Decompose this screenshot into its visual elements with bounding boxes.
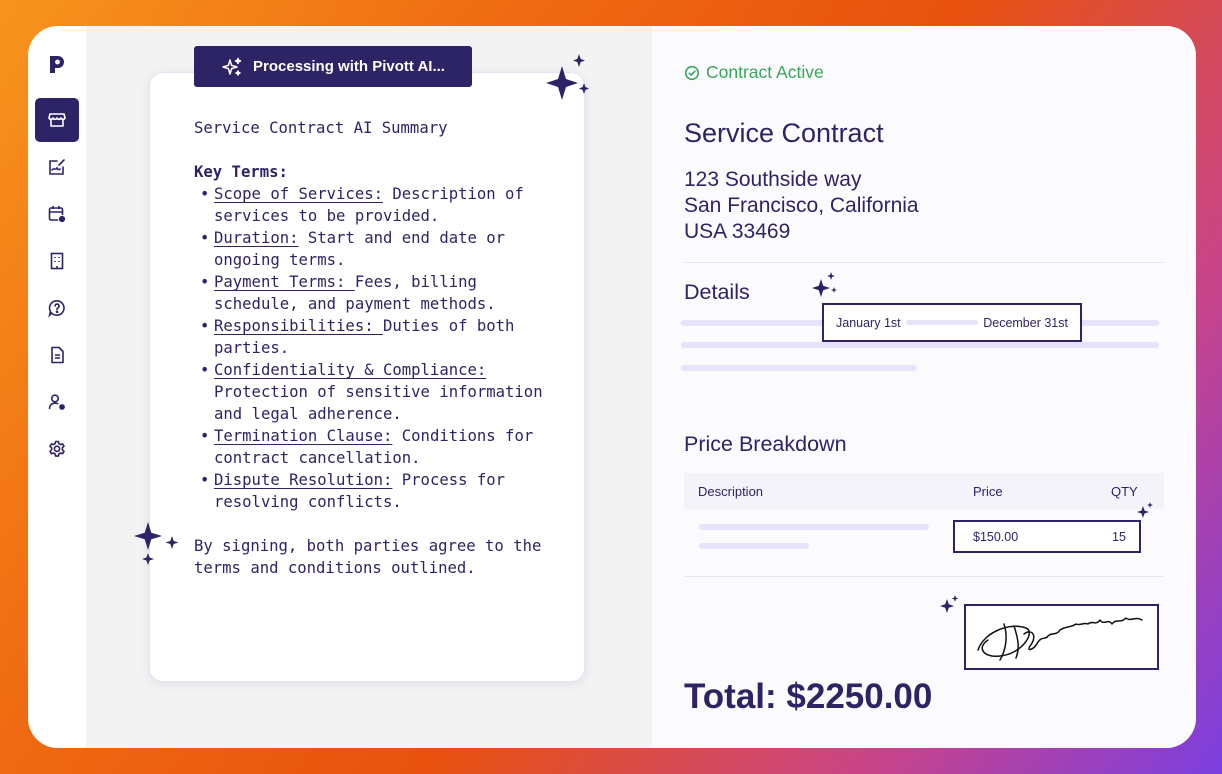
term-label[interactable]: Scope of Services: [214, 185, 383, 203]
list-item [194, 469, 564, 513]
start-date: January 1st [836, 315, 901, 330]
list-item [194, 183, 564, 227]
sparkle-decoration-icon [939, 594, 961, 616]
app-window [28, 26, 1196, 748]
help-chat-icon [47, 298, 67, 318]
term-text: Start and end date or ongoing terms. [214, 229, 506, 269]
term-label[interactable]: Payment Terms: [214, 273, 355, 291]
contract-title: Service Contract [684, 118, 884, 148]
building-icon [47, 251, 67, 271]
calendar-clock-icon [47, 204, 67, 224]
signature-image [966, 606, 1157, 668]
sparkle-decoration-icon [134, 520, 184, 570]
gear-icon [47, 439, 67, 459]
ai-summary-panel [86, 26, 652, 748]
price-row-field[interactable] [953, 520, 1141, 553]
sparkle-decoration-icon [812, 271, 840, 299]
contract-address [684, 167, 919, 245]
document-icon [47, 345, 67, 365]
end-date: December 31st [983, 315, 1068, 330]
address-line: 123 Southside way [684, 168, 862, 191]
check-circle-icon [684, 65, 700, 81]
column-description: Description [698, 484, 764, 499]
list-item [194, 359, 564, 425]
sparkle-icon [221, 56, 243, 78]
address-line: San Francisco, California [684, 194, 919, 217]
placeholder-line [681, 365, 917, 371]
store-icon [47, 110, 67, 130]
term-label[interactable]: Termination Clause: [214, 427, 393, 445]
column-price: Price [973, 484, 1003, 499]
row-price: $150.00 [973, 530, 1019, 544]
term-label[interactable]: Duration: [214, 229, 299, 247]
date-range-field[interactable] [822, 303, 1082, 342]
divider [684, 576, 1164, 577]
sidebar-item-settings[interactable] [35, 427, 79, 471]
signature-field[interactable] [964, 604, 1159, 670]
placeholder-line [681, 342, 1159, 348]
details-heading: Details [684, 280, 750, 304]
column-qty: QTY [1111, 484, 1138, 499]
term-label[interactable]: Responsibilities: [214, 317, 383, 335]
date-range-connector [906, 320, 978, 325]
summary-text [194, 117, 564, 579]
list-item [194, 425, 564, 469]
term-label[interactable]: Dispute Resolution: [214, 471, 393, 489]
list-item [194, 271, 564, 315]
address-line: USA 33469 [684, 220, 791, 243]
sparkle-decoration-icon [1135, 501, 1155, 521]
total-amount: Total: $2250.00 [684, 677, 933, 716]
summary-title: Service Contract AI Summary [194, 119, 448, 137]
term-text: Description of services to be provided. [214, 185, 524, 225]
processing-badge[interactable] [194, 46, 472, 87]
status-badge [684, 62, 824, 83]
signature-icon [47, 157, 67, 177]
term-text: Conditions for contract cancellation. [214, 427, 534, 467]
list-item [194, 315, 564, 359]
user-clock-icon [47, 392, 67, 412]
summary-closing: By signing, both parties agree to the terms and conditions outlined. [194, 537, 542, 577]
term-text: Process for resolving conflicts. [214, 471, 506, 511]
contract-panel [652, 26, 1196, 748]
processing-label: Processing with Pivott AI... [253, 58, 445, 75]
term-text: Fees, billing schedule, and payment methods. [214, 273, 496, 313]
status-label: Contract Active [706, 62, 824, 82]
sparkle-decoration-icon [544, 52, 594, 104]
sidebar-item-users[interactable] [35, 380, 79, 424]
row-qty: 15 [1112, 530, 1126, 544]
sidebar [28, 26, 86, 748]
list-item [194, 227, 564, 271]
pivott-logo [46, 54, 68, 76]
placeholder-line [699, 543, 809, 549]
price-breakdown-heading: Price Breakdown [684, 432, 847, 456]
placeholder-line [699, 524, 929, 530]
sidebar-item-store[interactable] [35, 98, 79, 142]
sidebar-item-help[interactable] [35, 286, 79, 330]
price-table-header [684, 473, 1164, 509]
key-terms-list [194, 183, 564, 513]
sidebar-item-building[interactable] [35, 239, 79, 283]
term-text: Protection of sensitive information and legal adherence. [214, 383, 543, 423]
sidebar-item-signature[interactable] [35, 145, 79, 189]
sidebar-item-calendar[interactable] [35, 192, 79, 236]
key-terms-heading: Key Terms: [194, 163, 288, 181]
term-label[interactable]: Confidentiality & Compliance: [214, 361, 487, 379]
divider [684, 262, 1164, 263]
sidebar-item-documents[interactable] [35, 333, 79, 377]
term-text: Duties of both parties. [214, 317, 515, 357]
